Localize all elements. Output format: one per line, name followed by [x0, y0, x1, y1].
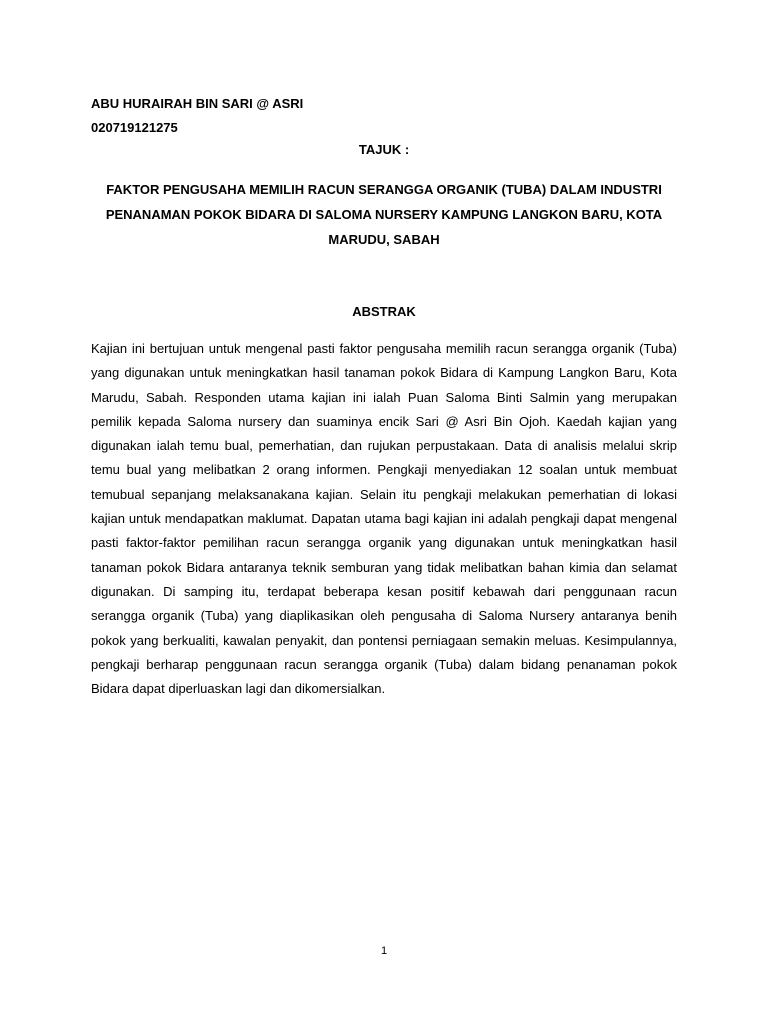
author-name: ABU HURAIRAH BIN SARI @ ASRI	[91, 96, 304, 111]
abstract-body: Kajian ini bertujuan untuk mengenal pasti faktor pengusaha memilih racun serangga organik (Tuba) yang digunakan untuk meningkatkan hasil tanaman pokok Bidara di Kampung Langkon Baru, Kota Marudu, Sabah. Responden utama kajian ini ialah Puan Saloma Binti Salmin yang merupakan pemilik kepada Saloma nursery dan suaminya encik Sari @ Asri Bin Ojoh. Kaedah kajian yang digunakan ialah temu bual, pemerhatian, dan rujukan perpustakaan. Data di analisis melalui skrip temu bual yang melibatkan 2 orang informen. Pengkaji menyediakan 12 soalan untuk membuat temubual sepanjang melaksanakana kajian. Selain itu pengkaji melakukan pemerhatian di lokasi kajian untuk mendapatkan maklumat. Dapatan utama bagi kajian ini adalah pengkaji dapat mengenal pasti faktor-faktor pemilihan racun serangga organik yang digunakan untuk meningkatkan hasil tanaman pokok Bidara antaranya teknik semburan yang tidak melibatkan bahan kimia dan selamat digunakan. Di samping itu, terdapat beberapa kesan positif kebawah dari penggunaan racun serangga organik (Tuba) yang diaplikasikan oleh pengusaha di Saloma Nursery antaranya benih pokok yang berkualiti, kawalan penyakit, dan pontensi perniagaan semakin meluas. Kesimpulannya, pengkaji berharap penggunaan racun serangga organik (Tuba) dalam bidang penanaman pokok Bidara dapat diperluaskan lagi dan dikomersialkan.	[91, 341, 677, 697]
page-number: 1	[380, 945, 388, 957]
document-title: FAKTOR PENGUSAHA MEMILIH RACUN SERANGGA ORGANIK (TUBA) DALAM INDUSTRI PENANAMAN POKOK BIDARA DI SALOMA NURSERY KAMPUNG LANGKON BARU, KOTA MARUDU, SABAH	[105, 182, 663, 247]
author-block	[91, 92, 303, 140]
author-id-number: 020719121275	[91, 120, 178, 135]
abstract-heading: ABSTRAK	[352, 304, 416, 319]
tajuk-label: TAJUK :	[358, 142, 410, 157]
